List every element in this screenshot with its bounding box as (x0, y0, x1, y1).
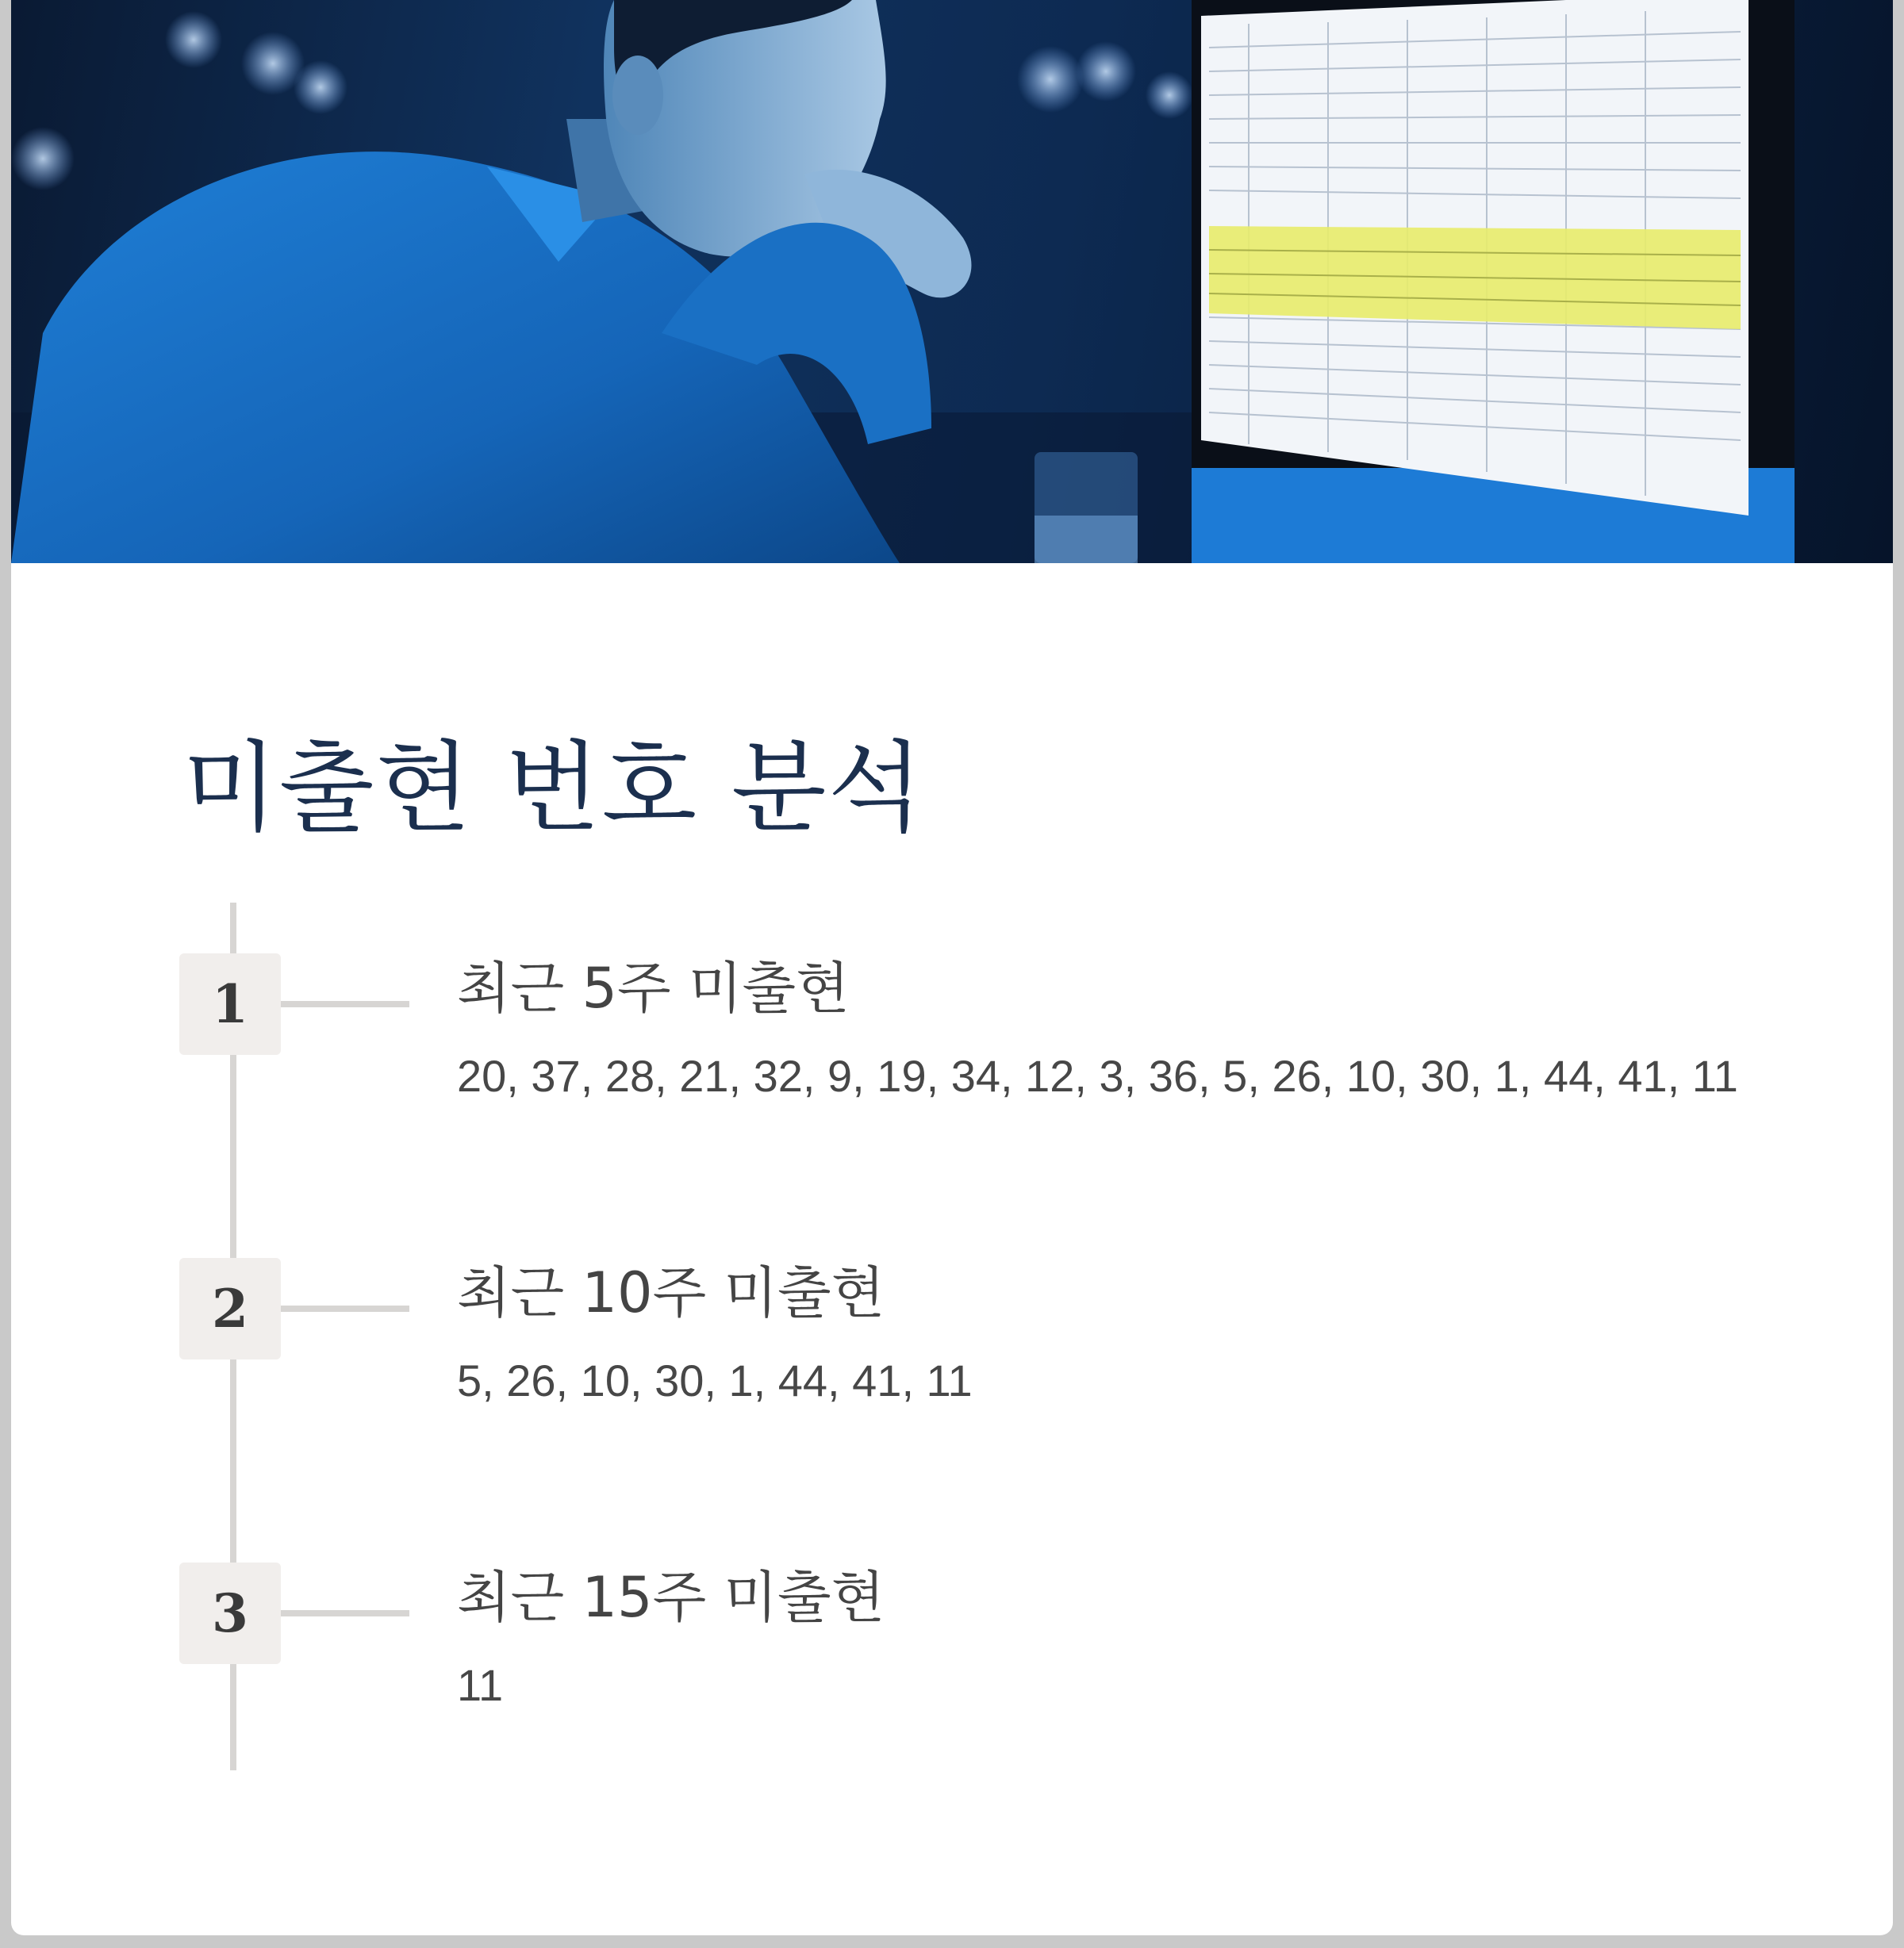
step-title: 최근 15주 미출현 (457, 1565, 885, 1630)
step-connector (281, 1001, 409, 1007)
step-title: 최근 10주 미출현 (457, 1260, 885, 1325)
step-item-1 (11, 944, 1893, 1150)
step-number-badge: 1 (179, 953, 281, 1055)
step-number-badge: 3 (179, 1563, 281, 1664)
step-values: 11 (457, 1660, 504, 1710)
step-connector (281, 1610, 409, 1616)
step-values: 20, 37, 28, 21, 32, 9, 19, 34, 12, 3, 36, 5, 26, 10, 30, 1, 44, 41, 11 (457, 1051, 1738, 1101)
hero-image (11, 0, 1893, 563)
step-title: 최근 5주 미출현 (457, 956, 850, 1021)
page-title: 미출현 번호 분석 (182, 731, 925, 846)
step-values: 5, 26, 10, 30, 1, 44, 41, 11 (457, 1356, 973, 1405)
step-connector (281, 1306, 409, 1312)
step-number-badge: 2 (179, 1258, 281, 1359)
step-item-3 (11, 1553, 1893, 1759)
step-item-2 (11, 1248, 1893, 1455)
content-card (11, 0, 1893, 1935)
hero-illustration (11, 0, 1893, 563)
